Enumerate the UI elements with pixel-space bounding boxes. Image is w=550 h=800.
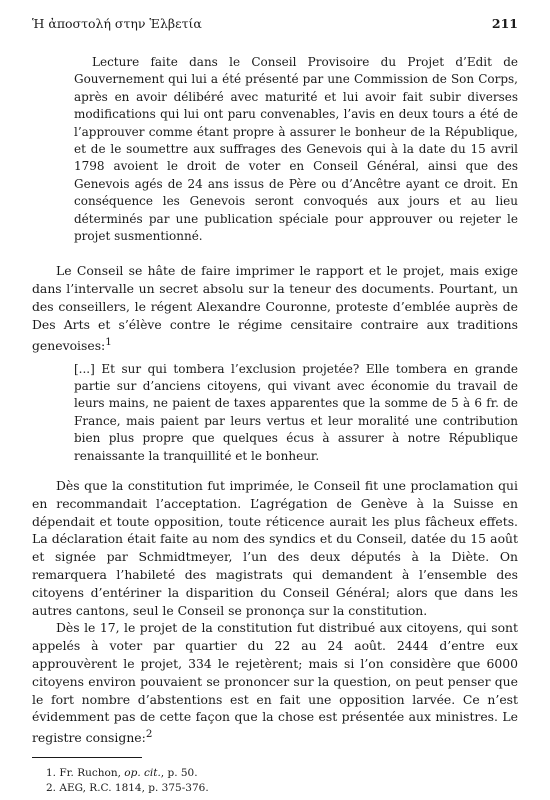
footnote-page: , p. 50.	[160, 767, 198, 780]
footnote-ref-1: 1	[105, 335, 112, 348]
paragraph-3-text: Dès le 17, le projet de la constitution fut distribué aux citoyens, qui sont appelés à voter par quartier du 22 au 24 août. 2444 d’entre eux approuvèrent le projet, 334 le rejetèrent; mais si l’on considère que 6000 citoyens environ pouvaient se prononcer sur la question, on peut penser que le fort nombre d’abstentions est en fait une opposition larvée. Ce n’est évidemment pas de cette façon que la chose est présentée aux ministres. Le registre consigne:	[32, 620, 518, 746]
block-quote-edict: Lecture faite dans le Conseil Provisoire du Projet d’Edit de Gouvernement qui lui a été présenté par une Commission de Son Corps, après en avoir délibéré avec maturité et lui avoir fait subir diverses modifications qui lui ont paru convenables, l’avis en deux tours a été de l’approuver comme étant propre à assurer le bonheur de la République, et de le soumettre aux suffrages des Genevois qui à la date du 15 avril 1798 avoient le droit de voter en Conseil Général, ainsi que des Genevois agés de 24 ans issus de Père ou d’Ancêtre ayant ce droit. En conséquence les Genevois seront convoqués aux jours et au lieu déterminés par une publication spéciale pour approuver ou rejeter le projet susmentionné.	[74, 55, 518, 244]
footnote-number: 2.	[46, 782, 57, 795]
footnote-number: 1.	[46, 767, 57, 780]
footnotes	[32, 766, 518, 796]
footnote-source: AEG, R.C. 1814, p. 375-376.	[59, 782, 209, 795]
footnote-1	[46, 766, 518, 781]
running-header	[32, 16, 518, 36]
paragraph-1-text: Le Conseil se hâte de faire imprimer le rapport et le projet, mais exige dans l’intervalle un secret absolu sur la teneur des documents. Pourtant, un des conseillers, le régent Alexandre Couronne, proteste d’emblée auprès de Des Arts et s’élève contre le régime censitaire contraire aux traditions genevoises:	[32, 263, 518, 353]
footnote-2	[46, 781, 518, 796]
footnote-ref-2: 2	[145, 728, 153, 741]
block-quote-couronne: [...] Et sur qui tombera l’exclusion projetée? Elle tombera en grande partie sur d’anciens citoyens, qui vivant avec économie du travail de leurs mains, ne paient de taxes apparentes que la somme de 5 à 6 fr. de France, mais paient par leurs vertus et leur moralité une contribution bien plus propre que quelques écus à assurer à notre République renaissante la tranquillité et le bonheur.	[74, 361, 518, 463]
running-title: Ἡ ἀποστολή στην Ἑλβετία	[32, 16, 202, 31]
body-paragraph-2: Dès que la constitution fut imprimée, le Conseil fit une proclamation qui en recommandait l’acceptation. L’agrégation de Genève à la Suisse en dépendait et toute opposition, toute réticence aurait les plus fâcheux effets. La déclaration était faite au nom des syndics et du Conseil, datée du 15 août et signée par Schmidtmeyer, l’un des deux députés à la Diète. On remarquera l’habileté des magistrats qui demandent à l’ensemble des citoyens d’entériner la disparition du Conseil Général; alors que dans les autres cantons, seul le Conseil se prononça sur la constitution.	[32, 478, 518, 618]
book-page	[32, 16, 518, 796]
page-number: 211	[491, 16, 518, 31]
footnote-divider	[32, 757, 142, 758]
body-paragraph-3	[32, 619, 518, 747]
body-paragraph-1	[32, 262, 518, 354]
footnote-citation: op. cit.	[124, 767, 161, 780]
footnote-author: Fr. Ruchon,	[59, 767, 121, 780]
